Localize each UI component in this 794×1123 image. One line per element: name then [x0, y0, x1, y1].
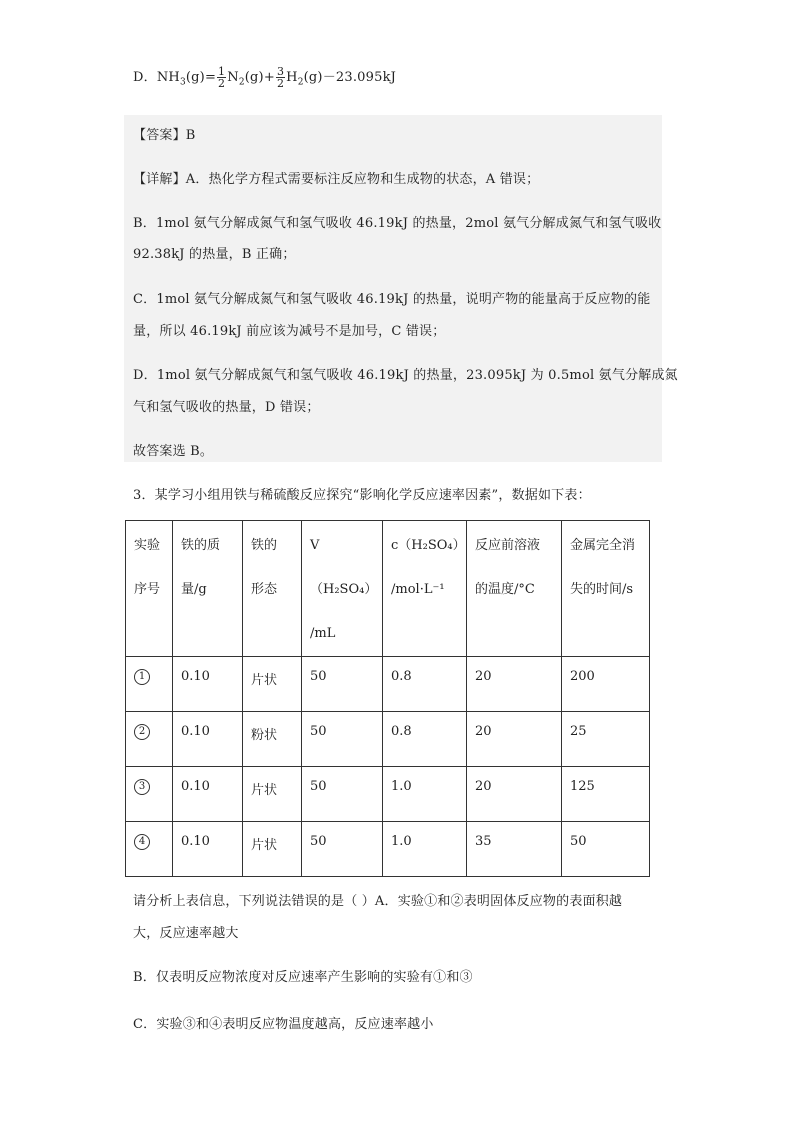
question-3-prompt-line2: 大，反应速率越大	[133, 926, 239, 941]
table-cell: 0.10	[173, 822, 243, 877]
table-cell: 50	[302, 767, 383, 822]
table-cell: 片状	[243, 657, 302, 712]
eq-n: N	[227, 70, 239, 85]
header-line: 铁的	[251, 538, 278, 553]
table-cell: 1.0	[383, 822, 467, 877]
table-cell	[126, 822, 173, 877]
table-cell: 1.0	[383, 767, 467, 822]
eq-h: H	[286, 70, 298, 85]
header-line: /mL	[310, 626, 336, 641]
eq-energy: －23.095kJ	[322, 70, 397, 85]
header-cell	[302, 521, 383, 657]
header-cell	[126, 521, 173, 657]
header-line: 量/g	[181, 582, 207, 597]
table-cell: 0.10	[173, 712, 243, 767]
frac-num: 3	[276, 65, 285, 78]
header-line: 金属完全消	[570, 538, 636, 553]
answer-label: 【答案】B	[133, 128, 196, 143]
table-cell: 125	[562, 767, 650, 822]
header-line: 序号	[134, 582, 161, 597]
header-cell	[383, 521, 467, 657]
table-cell: 20	[467, 657, 562, 712]
header-cell	[467, 521, 562, 657]
table-cell	[126, 712, 173, 767]
eq-plus: +	[263, 70, 275, 85]
eq-state: (g)	[185, 70, 205, 85]
table-header-row	[126, 521, 650, 657]
question-3-stem: 3．某学习小组用铁与稀硫酸反应探究“影响化学反应速率因素”，数据如下表：	[133, 488, 591, 503]
table-cell: 50	[302, 657, 383, 712]
eq-sub: 2	[297, 77, 304, 88]
frac-num: 1	[218, 65, 226, 78]
fraction-half	[217, 66, 226, 89]
circled-number: 4	[134, 834, 150, 850]
table-cell: 50	[302, 822, 383, 877]
table-cell: 200	[562, 657, 650, 712]
detail-c-line2: 量，所以 46.19kJ 前应该为减号不是加号，C 错误；	[133, 324, 446, 339]
header-line: 铁的质	[181, 538, 221, 553]
table-cell: 0.10	[173, 657, 243, 712]
answer-conclusion: 故答案选 B。	[133, 444, 214, 459]
option-d-equation	[133, 66, 396, 89]
circled-number: 3	[134, 779, 150, 795]
eq-state: (g)	[303, 70, 323, 85]
header-line: 实验	[134, 538, 161, 553]
frac-den: 2	[218, 77, 226, 90]
header-line: c（H₂SO₄）	[391, 538, 466, 553]
table-cell: 20	[467, 712, 562, 767]
detail-b-line2: 92.38kJ 的热量，B 正确；	[133, 247, 296, 262]
eq-prefix: D．NH	[133, 70, 180, 85]
circled-number: 2	[134, 724, 150, 740]
table-cell: 0.8	[383, 657, 467, 712]
detail-d-line2: 气和氢气吸收的热量，D 错误；	[133, 400, 320, 415]
circled-number: 1	[134, 669, 150, 685]
detail-b-line1: B．1mol 氨气分解成氮气和氢气吸收 46.19kJ 的热量，2mol 氨气分解成氮气和氢气吸收	[133, 216, 662, 231]
table-cell: 片状	[243, 822, 302, 877]
experiment-table	[125, 520, 650, 877]
table-cell: 35	[467, 822, 562, 877]
fraction-three-halves	[276, 66, 285, 89]
question-3-prompt-line1: 请分析上表信息，下列说法错误的是（ ）A．实验①和②表明固体反应物的表面积越	[133, 894, 623, 909]
table-cell	[126, 767, 173, 822]
header-line: 的温度/°C	[475, 582, 535, 597]
header-cell	[562, 521, 650, 657]
table-row	[126, 657, 650, 712]
detail-c-line1: C．1mol 氨气分解成氮气和氢气吸收 46.19kJ 的热量，说明产物的能量高于反应物的能	[133, 292, 651, 307]
table-cell: 50	[562, 822, 650, 877]
header-line: /mol·L⁻¹	[391, 582, 445, 597]
table-cell: 20	[467, 767, 562, 822]
header-line: V（H₂SO₄）	[310, 538, 378, 597]
header-line: 失的时间/s	[570, 582, 634, 597]
option-c: C．实验③和④表明反应物温度越高，反应速率越小	[133, 1017, 434, 1032]
eq-sign: =	[204, 70, 217, 85]
table-row	[126, 712, 650, 767]
table-cell: 0.8	[383, 712, 467, 767]
header-line: 反应前溶液	[475, 538, 541, 553]
table-cell	[126, 657, 173, 712]
frac-den: 2	[276, 77, 285, 90]
eq-sub: 2	[238, 77, 245, 88]
header-cell	[173, 521, 243, 657]
detail-a: 【详解】A．热化学方程式需要标注反应物和生成物的状态，A 错误；	[133, 172, 540, 187]
table-cell: 50	[302, 712, 383, 767]
table-row	[126, 822, 650, 877]
table-cell: 25	[562, 712, 650, 767]
table-cell: 粉状	[243, 712, 302, 767]
eq-state: (g)	[244, 70, 264, 85]
detail-d-line1: D．1mol 氨气分解成氮气和氢气吸收 46.19kJ 的热量，23.095kJ 为 0.5mol 氨气分解成氮	[133, 368, 678, 383]
header-cell	[243, 521, 302, 657]
table-cell: 片状	[243, 767, 302, 822]
option-b: B．仅表明反应物浓度对反应速率产生影响的实验有①和③	[133, 970, 473, 985]
eq-sub: 3	[179, 77, 186, 88]
table-cell: 0.10	[173, 767, 243, 822]
table-row	[126, 767, 650, 822]
header-line: 形态	[251, 582, 278, 597]
